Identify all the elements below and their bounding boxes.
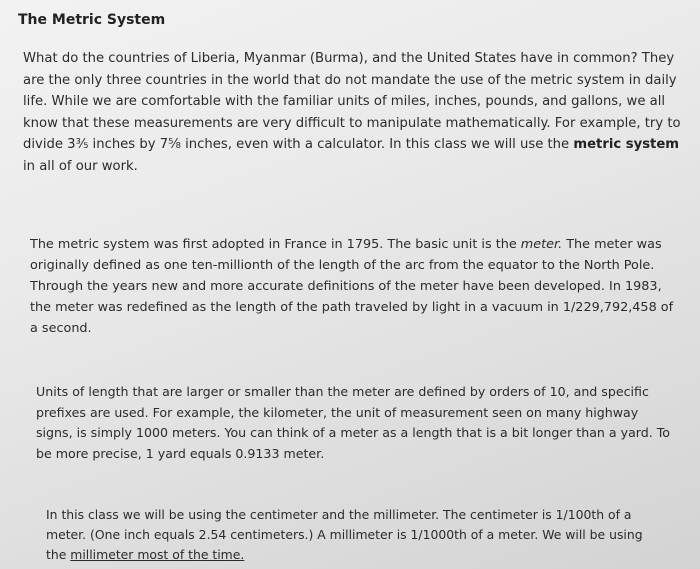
paragraph-centimeter: [46, 505, 666, 565]
paragraph-units-text: Units of length that are larger or smaller than the meter are defined by orders of 10, and specific prefixes are used. For example, the kilometer, the unit of measurement seen on many highway signs, is simply 1000 meters. You can think of a meter as a length that is a bit longer than a yard. To be more precise, 1 yard equals 0.9133 meter.: [36, 384, 671, 461]
paragraph-intro-text: What do the countries of Liberia, Myanmar (Burma), and the United States have in common? They are the only three countries in the world that do not mandate the use of the metric system in daily life. While we are comfortable with the familiar units of miles, inches, pounds, and gallons, we all know that these measurements are very difficult to manipulate mathematically. For example, try to divide 3⅗ inches by 7⅝ inches, even with a calculator. In this class we will use the: [23, 51, 681, 152]
paragraph-centimeter-text: In this class we will be using the centimeter and the millimeter. The centimeter is 1/100th of a meter. (One inch equals 2.54 centimeters.) A millimeter is 1/1000th of a meter. We will be using the: [46, 507, 643, 562]
metric-system-term: metric system: [573, 137, 680, 152]
meter-term: meter.: [520, 237, 563, 252]
paragraph-history-text: The metric system was first adopted in France in 1795. The basic unit is the: [30, 237, 521, 252]
paragraph-history-end: The meter was originally defined as one ten-millionth of the length of the arc from the equator to the North Pole. Through the years new and more accurate definitions of the meter have been developed. In 1983, the meter was redefined as the length of the path traveled by light in a vacuum in 1/229,792,458 of a second.: [30, 237, 674, 336]
paragraph-intro: [23, 48, 691, 177]
paragraph-centimeter-end: millimeter most of the time.: [70, 547, 245, 562]
paragraph-intro-end: in all of our work.: [23, 158, 138, 174]
paragraph-history: [30, 234, 678, 339]
paragraph-units: [36, 382, 676, 464]
page-title: The Metric System: [18, 12, 166, 28]
